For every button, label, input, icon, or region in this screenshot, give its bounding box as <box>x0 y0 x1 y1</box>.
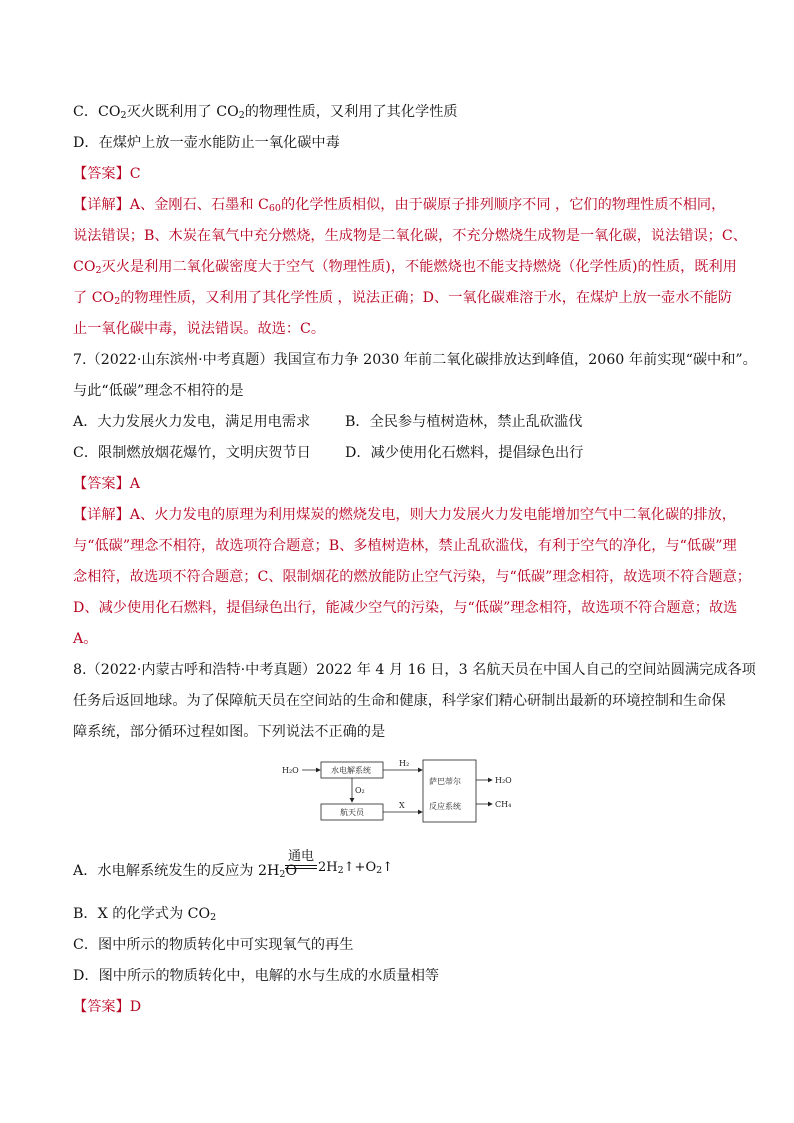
reaction-condition: 通电 <box>287 849 314 864</box>
q8-option-c: C．图中所示的物质转化中可实现氧气的再生 <box>73 937 354 953</box>
detail-prev-line-3: $CO_2$灭火是利用二氧化碳密度大于空气（物理性质)，不能燃烧也不能支持燃烧（化学性质)的性质，既利用 <box>73 259 737 276</box>
detail-prev-line-4: 了 $CO_2$的物理性质，又利用了其化学性质 ，说法正确；D、一氧化碳难溶于水，在煤炉上放一壶水不能防 <box>73 290 732 307</box>
q7-detail-line-1: 【详解】A、火力发电的原理为利用煤炭的燃烧发电，则大力发展火力发电能增加空气中二氧化碳的排放， <box>73 507 736 523</box>
q7-detail-line-3: 念相符，故选项不符合题意；C、限制烟花的燃放能防止空气污染，与“低碳”理念相符，故选项不符合题意； <box>73 569 751 585</box>
diagram-astronaut-label: 航天员 <box>340 808 364 817</box>
reaction-products: $2H_2↑+O_2↑$ <box>318 860 394 876</box>
life-support-cycle-diagram <box>280 754 525 826</box>
diagram-sabatier-label-2: 反应系统 <box>429 802 461 811</box>
reaction-bar-top <box>285 865 317 866</box>
diagram-electrolysis-label: 水电解系统 <box>331 766 371 775</box>
q8-option-b: B．X 的化学式为 $CO_2$ <box>73 906 217 923</box>
diagram-h2o-out-label: H₂O <box>495 776 512 785</box>
q7-answer: 【答案】A <box>73 476 141 492</box>
q7-stem-line-2: 与此“低碳”理念不相符的是 <box>73 383 244 399</box>
q8-stem-line-2: 任务后返回地球。为了保障航天员在空间站的生命和健康，科学家们精心研制出最新的环境控制和生命保 <box>73 693 726 709</box>
diagram-h2o-in-label: H₂O <box>282 766 299 775</box>
q7-stem-line-1: 7.（2022·山东滨州·中考真题）我国宣布力争 2030 年前二氧化碳排放达到峰值，2060 年前实现“碳中和”。 <box>73 352 757 368</box>
q7-option-d: D．减少使用化石燃料，提倡绿色出行 <box>345 445 584 461</box>
detail-prev-line-5: 止一氧化碳中毒，说法错误。故选：C。 <box>73 321 326 337</box>
diagram-sabatier-box <box>423 760 476 822</box>
reaction-bar-bottom <box>285 868 317 869</box>
q7-detail-line-2: 与“低碳”理念不相符，故选项符合题意；B、多植树造林，禁止乱砍滥伐，有利于空气的净化，与“低碳”理 <box>73 538 737 554</box>
q7-options-row-2 <box>73 443 733 463</box>
diagram-ch4-label: CH₄ <box>495 800 512 809</box>
q7-options-row-1 <box>73 412 733 432</box>
q8-answer: 【答案】D <box>73 999 142 1015</box>
q8-option-d: D．图中所示的物质转化中，电解的水与生成的水质量相等 <box>73 968 440 984</box>
q7-option-b: B．全民参与植树造林，禁止乱砍滥伐 <box>345 414 583 430</box>
diagram-h2-label: H₂ <box>399 759 410 768</box>
q8-option-a: A．水电解系统发生的反应为 $2H_2O$ 通电 $2H_2↑+O_2↑$ <box>73 848 493 884</box>
q7-option-c: C．限制燃放烟花爆竹，文明庆贺节日 <box>73 445 311 461</box>
diagram-o2-label: O₂ <box>355 786 365 795</box>
option-c-prev: C．$CO_2$灭火既利用了 $CO_2$的物理性质，又利用了其化学性质 <box>73 104 458 121</box>
detail-prev-line-1: 【详解】A、金刚石、石墨和 $C_{60}$的化学性质相似，由于碳原子排列顺序不同 ，它们的物理性质不相同， <box>73 197 726 214</box>
option-d-prev: D．在煤炉上放一壶水能防止一氧化碳中毒 <box>73 135 340 151</box>
q8-stem-line-3: 障系统，部分循环过程如图。下列说法不正确的是 <box>73 724 386 740</box>
detail-prev-line-2: 说法错误；B、木炭在氧气中充分燃烧，生成物是二氧化碳，不充分燃烧生成物是一氧化碳，说法错误；C、 <box>73 228 747 244</box>
diagram-x-label: X <box>399 801 405 810</box>
q8-stem-line-1: 8.（2022·内蒙古呼和浩特·中考真题）2022 年 4 月 16 日，3 名航天员在中国人自己的空间站圆满完成各项 <box>73 662 756 678</box>
answer-prev: 【答案】C <box>73 166 141 182</box>
q7-detail-line-5: A。 <box>73 631 98 647</box>
diagram-sabatier-label-1: 萨巴蒂尔 <box>429 777 461 786</box>
q7-detail-line-4: D、减少使用化石燃料，提倡绿色出行，能减少空气的污染，与“低碳”理念相符，故选项不符合题意；故选 <box>73 600 738 616</box>
q7-option-a: A．大力发展火力发电，满足用电需求 <box>73 414 311 430</box>
